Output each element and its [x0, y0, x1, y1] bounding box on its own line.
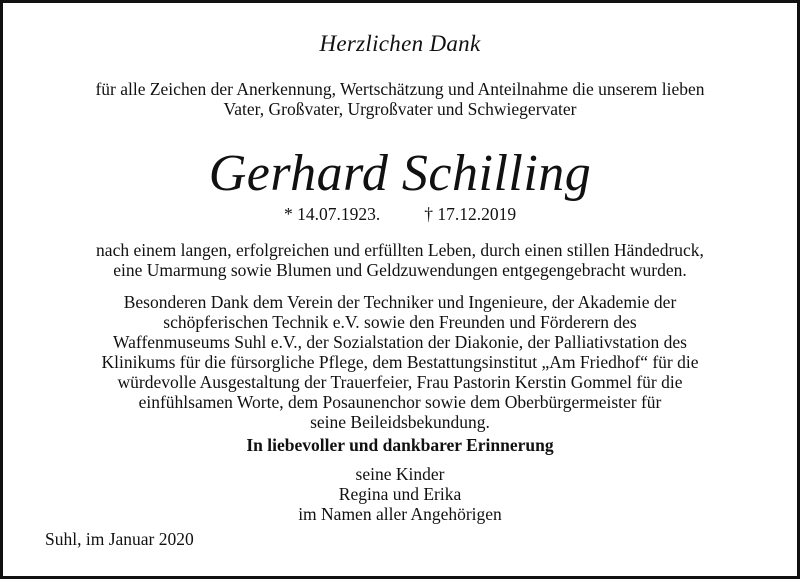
- paragraph-line: nach einem langen, erfolgreichen und erfüllten Leben, durch einen stillen Händedruck,: [96, 240, 704, 260]
- place-date: Suhl, im Januar 2020: [45, 529, 194, 549]
- signature-line: Regina und Erika: [338, 484, 462, 504]
- intro-line: für alle Zeichen der Anerkennung, Wertschätzung und Anteilnahme die unserem lieben: [95, 79, 705, 99]
- signature-line: seine Kinder: [355, 464, 445, 484]
- paragraph-line: einfühlsamen Worte, dem Posaunenchor sowie dem Oberbürgermeister für: [138, 392, 662, 412]
- intro-line: Vater, Großvater, Urgroßvater und Schwiegervater: [223, 99, 577, 119]
- paragraph-line: Klinikums für die fürsorgliche Pflege, dem Bestattungsinstitut „Am Friedhof“ für die: [101, 352, 699, 372]
- paragraph-line: Besonderen Dank dem Verein der Techniker und Ingenieure, der Akademie der: [123, 292, 677, 312]
- signature-line: im Namen aller Angehörigen: [298, 504, 502, 524]
- birth-date: * 14.07.1923.: [283, 204, 381, 224]
- paragraph-line: seine Beileidsbekundung.: [310, 412, 490, 432]
- paragraph-line: schöpferischen Technik e.V. sowie den Freunden und Förderern des: [163, 312, 637, 332]
- paragraph-line: eine Umarmung sowie Blumen und Geldzuwendungen entgegengebracht wurden.: [113, 260, 687, 280]
- heading: Herzlichen Dank: [319, 31, 481, 56]
- death-date: † 17.12.2019: [424, 204, 517, 224]
- life-dates: [3, 204, 797, 224]
- deceased-name: Gerhard Schilling: [208, 145, 592, 202]
- remembrance-line: In liebevoller und dankbarer Erinnerung: [246, 435, 554, 455]
- paragraph-line: Waffenmuseums Suhl e.V., der Sozialstation der Diakonie, der Palliativstation des: [113, 332, 687, 352]
- paragraph-line: würdevolle Ausgestaltung der Trauerfeier, Frau Pastorin Kerstin Gommel für die: [117, 372, 683, 392]
